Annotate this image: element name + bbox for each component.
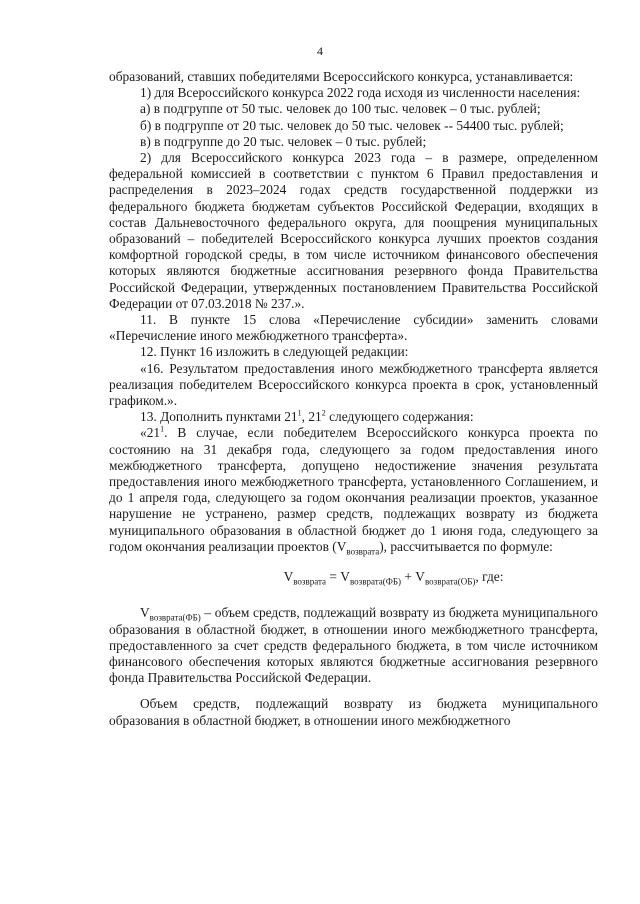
formula-var: V <box>140 605 150 621</box>
list-item: в) в подгруппе до 20 тыс. человек – 0 тыс. рублей; <box>140 133 427 149</box>
paragraph: образований, ставших победителями Всероссийского конкурса, устанавливается: <box>109 69 574 84</box>
paragraph <box>109 409 598 425</box>
formula-var: V <box>283 569 294 585</box>
paragraph: 2) для Всероссийского конкурса 2023 года – в размере, определенном федеральной комиссией в соответствии с пунктом 6 Правил предоставления и распределения в 2023–2024 годах средств государственной поддержки из федерального бюджета бюджетам субъектов Российской Федерации, входящих в состав Дальневосточного федерального округа, для поощрения муниципальных образований – победителей Всероссийского конкурса лучших проектов создания комфортной городской среды, в том числе источником финансового обеспечения которых являются бюджетные ассигнования резервного фонда Правительства Российской Федерации, утвержденных постановлением Правительства Российской Федерации от 07.03.2018 № 237.». <box>109 150 598 311</box>
subscript: возврата <box>346 546 380 557</box>
text-run: «21 <box>140 425 161 441</box>
page-number: 4 <box>317 44 323 58</box>
spacer <box>109 686 598 696</box>
text-run: ), рассчитывается по формуле: <box>379 538 553 554</box>
subscript: возврата(ФБ) <box>149 612 201 623</box>
paragraph: 11. В пункте 15 слова «Перечисление субсидии» заменить словами «Перечисление иного межбюджетного трансферта». <box>109 312 598 344</box>
paragraph <box>109 425 598 555</box>
paragraph <box>109 605 598 686</box>
paragraph: Объем средств, подлежащий возврату из бюджета муниципального образования в областной бюджет, в отношении иного межбюджетного <box>109 696 598 728</box>
formula-subscript: возврата(ФБ) <box>349 576 402 587</box>
superscript: 2 <box>321 408 326 418</box>
paragraph: «16. Результатом предоставления иного межбюджетного трансферта является реализация победителем Всероссийского конкурса проекта в срок, установленный графиком.». <box>109 360 598 409</box>
list-item: а) в подгруппе от 50 тыс. человек до 100 тыс. человек – 0 тыс. рублей; <box>140 101 541 117</box>
text-run: , 21 <box>301 409 322 425</box>
document-body <box>109 69 598 729</box>
formula-tail: , где: <box>475 569 504 585</box>
superscript: 1 <box>160 425 165 434</box>
paragraph: 1) для Всероссийского конкурса 2022 года исходя из численности населения: <box>140 85 581 101</box>
formula-subscript: возврата(ОБ) <box>424 576 476 587</box>
formula <box>109 569 598 585</box>
formula-var: = V <box>326 569 350 585</box>
superscript: 1 <box>297 408 302 418</box>
text-run: . В случае, если победителем Всероссийского конкурса проекта по состоянию на 31 декабря года, следующего за годом предоставления иного межбюджетного трансферта, допущено недостижение значения результата предоставления иного межбюджетного трансферта, установленного Соглашением, и до 1 апреля года, следующего за годом окончания реализации проектов, указанное нарушение не устранено, размер средств, подлежащих возврату из бюджета муниципального образования в областной бюджет до 1 июня года, следующего за годом окончания реализации проектов (V <box>109 425 598 554</box>
formula-subscript: возврата <box>293 576 327 587</box>
text-run: – объем средств, подлежащий возврату из бюджета муниципального образования в областной бюджет, в отношении иного межбюджетного трансферта, предоставленного за счет средств федерального бюджета, в том числе источником финансового обеспечения которых являются бюджетные ассигнования резервного фонда Правительства Российской Федерации. <box>109 605 598 686</box>
text-run: 13. Дополнить пунктами 21 <box>140 409 298 425</box>
text-run: следующего содержания: <box>325 409 474 425</box>
formula-var: + V <box>401 569 425 585</box>
list-item: б) в подгруппе от 20 тыс. человек до 50 тыс. человек -- 54400 тыс. рублей; <box>140 117 564 133</box>
paragraph: 12. Пункт 16 изложить в следующей редакции: <box>140 344 409 360</box>
